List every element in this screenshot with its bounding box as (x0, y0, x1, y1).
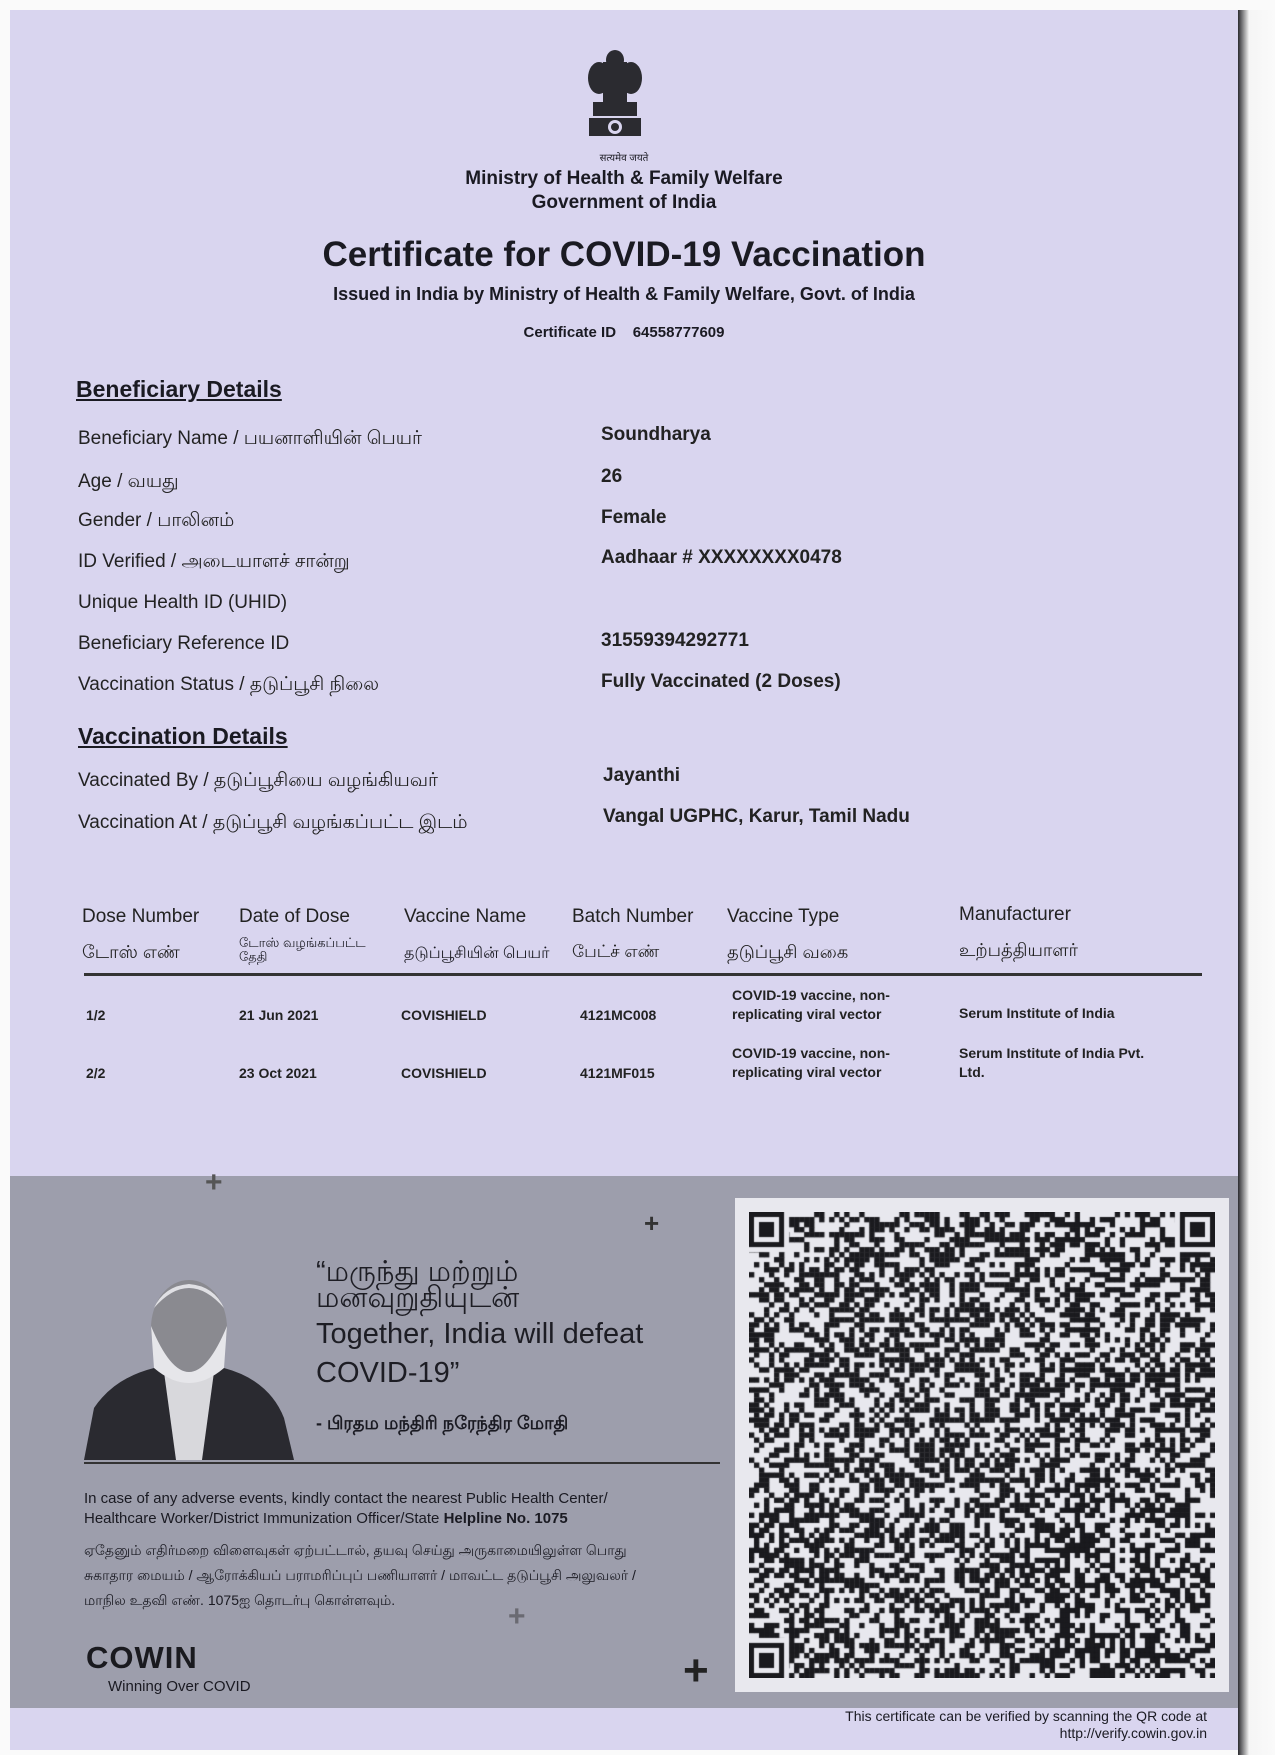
label-vaccination-status: Vaccination Status / தடுப்பூசி நிலை (78, 674, 379, 695)
cowin-logo: COWIN (86, 1640, 198, 1675)
value-vaccination-status: Fully Vaccinated (2 Doses) (601, 671, 841, 692)
certificate-id-label: Certificate ID (523, 324, 617, 341)
label-id-verified: ID Verified / அடையாளச் சான்று (78, 551, 350, 572)
quote-attribution: - பிரதம மந்திரி நரேந்திர மோதி (316, 1413, 569, 1433)
th-dose-number: Dose Number (82, 906, 200, 927)
emblem-motto: सत्यमेव जयते (599, 153, 649, 164)
cell-type: COVID-19 vaccine, non-replicating viral vector (732, 1045, 890, 1080)
label-gender: Gender / பாலினம் (78, 510, 235, 531)
th-batch-ta: பேட்ச் எண் (572, 942, 660, 961)
th-vaccine-type: Vaccine Type (727, 906, 840, 927)
th-manufacturer: Manufacturer (959, 904, 1071, 925)
cell-vaccine: COVISHIELD (401, 1007, 487, 1023)
value-vaccinated-by: Jayanthi (603, 765, 681, 786)
quote-tamil-2: மனவுறுதியுடன் (316, 1282, 520, 1314)
table-divider (84, 973, 1202, 976)
quote-tamil-1: “மருந்து மற்றும் (316, 1256, 519, 1288)
scan-edge (1238, 10, 1275, 1755)
qr-code (749, 1212, 1215, 1678)
adverse-en-1: In case of any adverse events, kindly contact the nearest Public Health Center/ (84, 1490, 608, 1507)
cell-date: 23 Oct 2021 (239, 1065, 317, 1081)
verify-url: http://verify.cowin.gov.in (1059, 1725, 1207, 1741)
th-vaccine-name: Vaccine Name (404, 906, 527, 927)
th-date-ta: டோஸ் வழங்கப்பட்ட தேதி (239, 935, 366, 964)
vaccination-heading: Vaccination Details (78, 723, 288, 749)
cell-date: 21 Jun 2021 (239, 1007, 319, 1023)
cowin-tagline: Winning Over COVID (108, 1678, 251, 1695)
certificate-id: 64558777609 (632, 324, 725, 341)
adverse-en-2 (84, 1510, 568, 1527)
certificate-page (10, 10, 1238, 1750)
prime-minister-photo (84, 1268, 294, 1460)
cell-manufacturer: Serum Institute of India (959, 1005, 1115, 1021)
label-uhid: Unique Health ID (UHID) (78, 592, 288, 613)
value-gender: Female (601, 507, 667, 528)
certificate-subtitle: Issued in India by Ministry of Health & Family Welfare, Govt. of India (333, 284, 915, 304)
cell-batch: 4121MC008 (580, 1007, 657, 1023)
value-age: 26 (601, 466, 623, 487)
plus-decoration-icon: + (683, 1646, 709, 1695)
label-name: Beneficiary Name / பயனாளியின் பெயர் (78, 428, 422, 449)
government-name: Government of India (531, 192, 717, 213)
certificate-title: Certificate for COVID-19 Vaccination (322, 235, 926, 274)
value-reference-id: 31559394292771 (601, 630, 749, 651)
value-vaccination-at: Vangal UGPHC, Karur, Tamil Nadu (603, 806, 910, 827)
label-age: Age / வயது (78, 471, 179, 492)
certificate-id-line (10, 324, 1238, 341)
qr-code-frame (735, 1198, 1229, 1692)
beneficiary-heading: Beneficiary Details (76, 376, 282, 402)
cell-dose: 1/2 (86, 1007, 106, 1023)
adverse-ta-3: மாநில உதவி எண். 1075ஐ தொடர்பு கொள்ளவும். (84, 1592, 396, 1608)
th-vaccine-name-ta: தடுப்பூசியின் பெயர் (404, 945, 550, 962)
adverse-ta-1: ஏதேனும் எதிர்மறை விளைவுகள் ஏற்பட்டால், தயவு செய்து அருகாமையிலுள்ள பொது (84, 1542, 627, 1558)
ministry-name: Ministry of Health & Family Welfare (465, 168, 783, 189)
label-reference-id: Beneficiary Reference ID (78, 633, 290, 654)
th-vaccine-type-ta: தடுப்பூசி வகை (727, 942, 849, 962)
th-date: Date of Dose (239, 906, 350, 927)
th-dose-number-ta: டோஸ் எண் (82, 942, 180, 962)
quote-english-2: COVID-19” (316, 1357, 460, 1389)
value-name: Soundharya (601, 424, 711, 445)
th-batch: Batch Number (572, 906, 694, 927)
value-id-verified: Aadhaar # XXXXXXXX0478 (601, 547, 842, 568)
label-vaccinated-by: Vaccinated By / தடுப்பூசியை வழங்கியவர் (78, 770, 438, 791)
footer-panel (10, 1166, 1238, 1708)
cell-manufacturer: Serum Institute of India Pvt. Ltd. (959, 1045, 1145, 1080)
helpline-number: Helpline No. 1075 (443, 1510, 568, 1527)
verify-note (845, 1708, 1207, 1742)
cell-dose: 2/2 (86, 1065, 106, 1081)
footer-divider (84, 1462, 720, 1464)
national-emblem-icon (585, 48, 645, 156)
plus-decoration-icon: + (644, 1208, 660, 1238)
adverse-ta-2: சுகாதார மையம் / ஆரோக்கியப் பராமரிப்புப் பணியாளர் / மாவட்ட தடுப்பூசி அலுவலர் / (84, 1567, 636, 1583)
cell-batch: 4121MF015 (580, 1065, 655, 1081)
plus-decoration-icon: + (205, 1166, 223, 1199)
th-manufacturer-ta: உற்பத்தியாளர் (959, 940, 1078, 960)
adverse-en-2-text: Healthcare Worker/District Immunization Officer/State (84, 1510, 444, 1527)
quote-english-1: Together, India will defeat (316, 1318, 644, 1350)
verify-text: This certificate can be verified by scanning the QR code at (845, 1708, 1207, 1724)
plus-decoration-icon: + (508, 1600, 526, 1633)
cell-vaccine: COVISHIELD (401, 1065, 487, 1081)
label-vaccination-at: Vaccination At / தடுப்பூசி வழங்கப்பட்ட இடம் (78, 812, 468, 833)
cell-type: COVID-19 vaccine, non-replicating viral vector (732, 987, 890, 1022)
